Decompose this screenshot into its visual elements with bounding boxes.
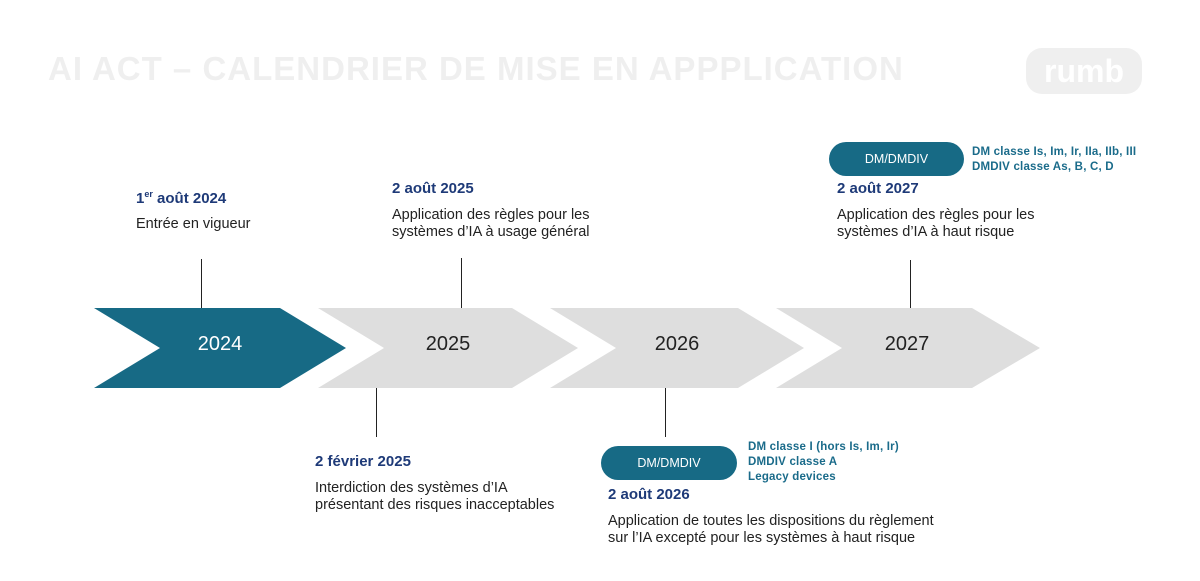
device-classes-2026: DM classe I (hors Is, Im, Ir) DMDIV classe A Legacy devices <box>748 441 899 483</box>
connector-2024 <box>201 259 202 308</box>
connector-2025-feb <box>376 388 377 437</box>
dm-dmdiv-badge-2027: DM/DMDIV <box>829 142 964 176</box>
year-label-2025: 2025 <box>425 333 471 355</box>
connector-2027 <box>910 260 911 308</box>
event-desc-2025-aug: Application des règles pour les systèmes d’IA à usage général <box>392 207 590 240</box>
year-label-2026: 2026 <box>654 333 700 355</box>
event-date-2027: 2 août 2027 <box>837 180 919 197</box>
event-date-2025-aug: 2 août 2025 <box>392 180 474 197</box>
connector-2025-aug <box>461 258 462 308</box>
year-label-2024: 2024 <box>197 333 243 355</box>
rumb-logo: rumb <box>1026 48 1142 94</box>
page-title: AI ACT – CALENDRIER DE MISE EN APPPLICATION <box>48 50 904 87</box>
event-desc-2025-feb: Interdiction des systèmes d’IA présentant des risques inacceptables <box>315 480 555 513</box>
event-desc-2027: Application des règles pour les systèmes d’IA à haut risque <box>837 207 1035 240</box>
event-desc-2024: Entrée en vigueur <box>136 216 251 232</box>
event-desc-2026: Application de toutes les dispositions du règlement sur l’IA excepté pour les systèmes à haut risque <box>608 513 934 546</box>
connector-2026 <box>665 388 666 437</box>
event-date-2025-feb: 2 février 2025 <box>315 453 411 470</box>
device-classes-2027: DM classe Is, Im, Ir, IIa, IIb, III DMDIV classe As, B, C, D <box>972 146 1137 173</box>
year-label-2027: 2027 <box>884 333 930 355</box>
dm-dmdiv-badge-2026: DM/DMDIV <box>601 446 737 480</box>
event-date-2026: 2 août 2026 <box>608 486 690 503</box>
event-date-2024: 1er août 2024 <box>136 189 227 207</box>
